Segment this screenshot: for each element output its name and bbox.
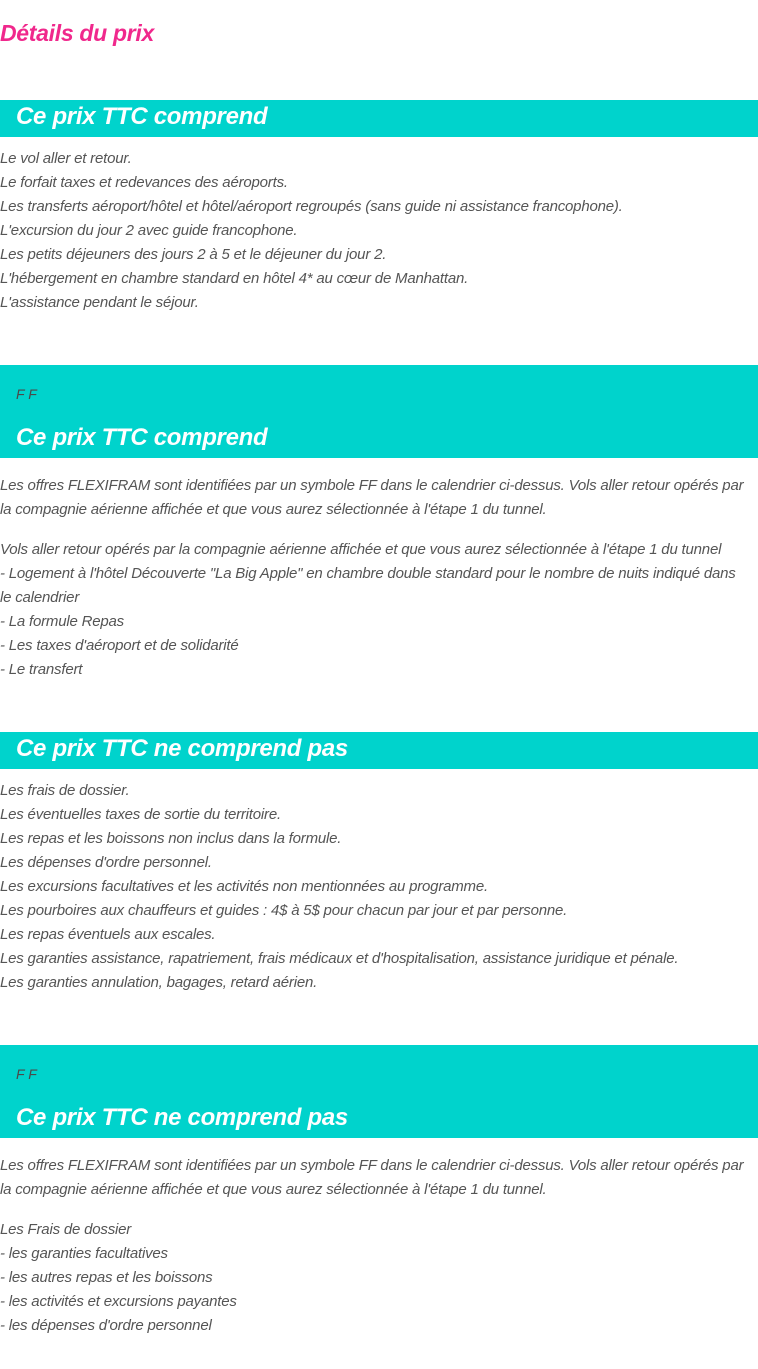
list-item: Le forfait taxes et redevances des aéroports. [0, 174, 288, 191]
list-item: Les excursions facultatives et les activités non mentionnées au programme. [0, 878, 488, 895]
flexifram-intro: Les offres FLEXIFRAM sont identifiées par un symbole FF dans le calendrier ci-dessus. Vols aller retour opérés par la compagnie aérienne affichée et que vous aurez sélectionnée à l'étape 1 du tunnel. [0, 477, 744, 518]
list-item: Les repas éventuels aux escales. [0, 926, 216, 943]
list-item: - Les taxes d'aéroport et de solidarité [0, 637, 239, 654]
includes-list [0, 147, 758, 315]
page-title: Détails du prix [0, 20, 154, 46]
section-heading: Ce prix TTC comprend [16, 424, 268, 451]
section-header-includes [0, 100, 758, 137]
list-item: Les dépenses d'ordre personnel. [0, 854, 212, 871]
list-item: Les pourboires aux chauffeurs et guides : 4$ à 5$ pour chacun par jour et par personne. [0, 902, 568, 919]
list-item: - Le transfert [0, 661, 83, 678]
list-item: - les dépenses d'ordre personnel [0, 1317, 212, 1334]
section-header-excludes [0, 732, 758, 769]
flexifram-includes-list [0, 538, 745, 682]
ff-code: F F [16, 386, 37, 402]
list-item: - les activités et excursions payantes [0, 1293, 237, 1310]
list-item: - Logement à l'hôtel Découverte "La Big Apple" en chambre double standard pour le nombre de nuits indiqué dans le calendrier [0, 565, 736, 606]
list-item: Les repas et les boissons non inclus dans la formule. [0, 830, 342, 847]
list-item: - les autres repas et les boissons [0, 1269, 213, 1286]
section-header-flexifram-excludes [0, 1045, 758, 1138]
section-heading: Ce prix TTC ne comprend pas [16, 735, 348, 762]
flexifram-intro: Les offres FLEXIFRAM sont identifiées par un symbole FF dans le calendrier ci-dessus. Vols aller retour opérés par la compagnie aérienne affichée et que vous aurez sélectionnée à l'étape 1 du tunnel. [0, 1157, 744, 1198]
list-item: - les garanties facultatives [0, 1245, 168, 1262]
list-item: Vols aller retour opérés par la compagnie aérienne affichée et que vous aurez sélectionnée à l'étape 1 du tunnel [0, 541, 722, 558]
list-item: L'assistance pendant le séjour. [0, 294, 199, 311]
excludes-list [0, 779, 758, 995]
list-item: Les garanties assistance, rapatriement, frais médicaux et d'hospitalisation, assistance juridique et pénale. [0, 950, 679, 967]
list-item: - La formule Repas [0, 613, 124, 630]
list-item: Les éventuelles taxes de sortie du territoire. [0, 806, 281, 823]
section-header-flexifram-includes [0, 365, 758, 458]
section-heading: Ce prix TTC ne comprend pas [16, 1104, 348, 1131]
section-heading: Ce prix TTC comprend [16, 103, 268, 130]
list-item: L'excursion du jour 2 avec guide francophone. [0, 222, 298, 239]
list-item: Les transferts aéroport/hôtel et hôtel/aéroport regroupés (sans guide ni assistance francophone). [0, 198, 623, 215]
list-item: Les petits déjeuners des jours 2 à 5 et le déjeuner du jour 2. [0, 246, 387, 263]
list-item: L'hébergement en chambre standard en hôtel 4* au cœur de Manhattan. [0, 270, 469, 287]
list-item: Le vol aller et retour. [0, 150, 132, 167]
ff-code: F F [16, 1066, 37, 1082]
flexifram-excludes-list [0, 1218, 758, 1338]
list-item: Les garanties annulation, bagages, retard aérien. [0, 974, 318, 991]
list-item: Les Frais de dossier [0, 1221, 132, 1238]
list-item: Les frais de dossier. [0, 782, 130, 799]
